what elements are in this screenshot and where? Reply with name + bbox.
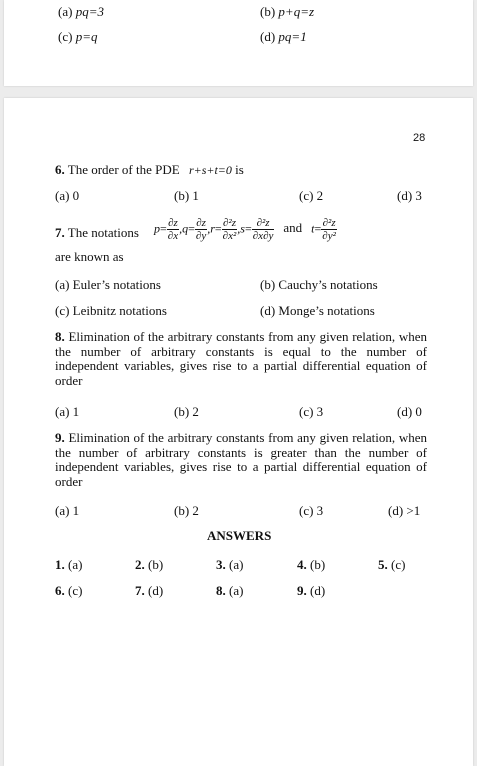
previous-page-fragment bbox=[4, 0, 473, 86]
q6-option-b: (b) 1 bbox=[174, 188, 199, 203]
q9-option-d: (d) >1 bbox=[388, 503, 421, 518]
q8-option-a: (a) 1 bbox=[55, 404, 80, 419]
q8-option-d: (d) 0 bbox=[397, 404, 422, 419]
q6-option-a: (a) 0 bbox=[55, 188, 80, 203]
answer-3: 3. (a) bbox=[216, 557, 244, 572]
q7-option-a: (a) Euler’s notations bbox=[55, 277, 161, 292]
question-7-stem: 7. The notations bbox=[55, 225, 139, 240]
answer-5: 5. (c) bbox=[378, 557, 406, 572]
question-9: 9. Elimination of the arbitrary constants from any given relation, when the number of arbitrary constants is greater than the number of independent variables, gives rise to a partial differential equation of order bbox=[55, 430, 427, 489]
q7-tail: are known as bbox=[55, 249, 124, 264]
q7-option-b: (b) Cauchy’s notations bbox=[260, 277, 378, 292]
q-fraction: $\frac{\partial z}{\partial y}$ bbox=[195, 217, 207, 242]
answer-1: 1. (a) bbox=[55, 557, 83, 572]
and-word: and bbox=[283, 220, 303, 236]
answer-7: 7. (d) bbox=[135, 583, 164, 598]
answers-heading: ANSWERS bbox=[207, 528, 272, 543]
q6-option-d: (d) 3 bbox=[397, 188, 422, 203]
answer-8: 8. (a) bbox=[216, 583, 244, 598]
t-fraction: $\frac{\text{∂²z}}{\text{∂y²}}$ bbox=[322, 217, 336, 242]
p-fraction: $\frac{\partial z}{\partial x}$ bbox=[167, 217, 179, 242]
page-number: 28 bbox=[413, 132, 426, 144]
notation-formula: p= $\frac{\partial z}{\partial x}$ ,q= $\frac{\partial z}{\partial y}$ ,r= $\frac{\text{∂²z}}{\text{∂x²}}$ ,s= $\frac{\text{∂²z}}{\partial x\partial y}$ and t= $\frac{\text{∂²z}}{\text{∂y²}}$ bbox=[154, 217, 336, 242]
q9-option-a: (a) 1 bbox=[55, 503, 80, 518]
question-8: 8. Elimination of the arbitrary constants from any given relation, when the number of arbitrary constants is equal to the number of independent variables, gives rise to a partial differential equation of order bbox=[55, 329, 427, 388]
q7-option-d: (d) Monge’s notations bbox=[260, 303, 375, 318]
option-a: (a) pq=3 bbox=[58, 4, 104, 19]
answer-9: 9. (d) bbox=[297, 583, 326, 598]
answer-6: 6. (c) bbox=[55, 583, 83, 598]
q9-option-b: (b) 2 bbox=[174, 503, 199, 518]
question-6-stem: 6. The order of the PDE r+s+t=0 is bbox=[55, 162, 244, 177]
q8-option-b: (b) 2 bbox=[174, 404, 199, 419]
answer-4: 4. (b) bbox=[297, 557, 326, 572]
q8-option-c: (c) 3 bbox=[299, 404, 324, 419]
q9-option-c: (c) 3 bbox=[299, 503, 324, 518]
option-d: (d) pq=1 bbox=[260, 29, 307, 44]
document-page bbox=[4, 98, 473, 766]
q7-option-c: (c) Leibnitz notations bbox=[55, 303, 167, 318]
option-c: (c) p=q bbox=[58, 29, 98, 44]
s-fraction: $\frac{\text{∂²z}}{\partial x\partial y}$ bbox=[252, 217, 274, 242]
q6-option-c: (c) 2 bbox=[299, 188, 324, 203]
answer-2: 2. (b) bbox=[135, 557, 164, 572]
r-fraction: $\frac{\text{∂²z}}{\text{∂x²}}$ bbox=[222, 217, 237, 242]
option-b: (b) p+q=z bbox=[260, 4, 315, 19]
